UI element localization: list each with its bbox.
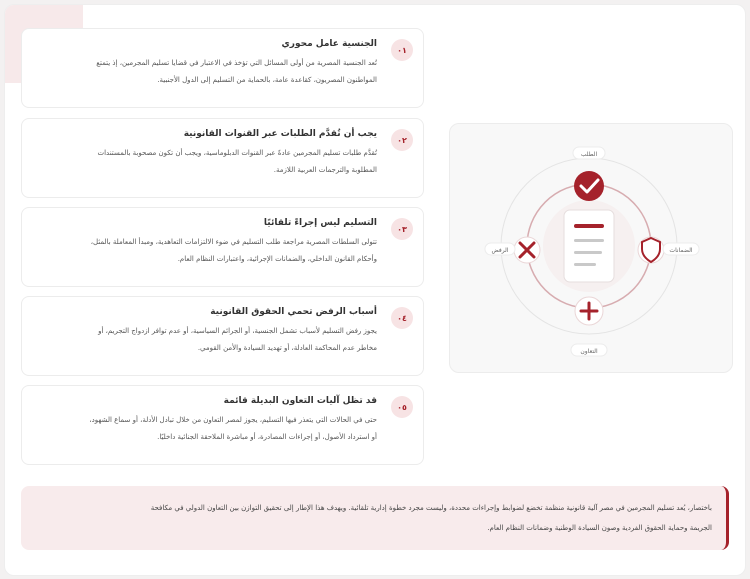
card-number: ٠٥ bbox=[391, 396, 413, 418]
card-text-line: تُقدَّم طلبات تسليم المجرمين عادةً عبر القنوات الدبلوماسية، ويجب أن تكون مصحوبة بالمستندات bbox=[97, 149, 377, 157]
card-title: التسليم ليس إجراءً تلقائيًا bbox=[263, 218, 377, 228]
card-text-line: المطلوبة والترجمات العربية اللازمة. bbox=[273, 166, 377, 174]
card-number: ٠١ bbox=[391, 39, 413, 61]
label-left bbox=[485, 243, 515, 255]
summary-box bbox=[21, 486, 729, 550]
card-title: أسباب الرفض تحمي الحقوق القانونية bbox=[210, 307, 377, 317]
card-title: يجب أن تُقدَّم الطلبات عبر القنوات القانونية bbox=[183, 129, 377, 139]
info-card-1 bbox=[21, 28, 424, 108]
info-card-3 bbox=[21, 207, 424, 287]
card-text-line: أو استرداد الأصول، أو إجراءات المصادرة، أو مباشرة الملاحقة الجنائية داخليًا. bbox=[157, 433, 377, 441]
process-diagram bbox=[449, 123, 733, 373]
label-right bbox=[663, 243, 699, 255]
process-diagram-svg bbox=[450, 124, 732, 372]
summary-line: باختصار، يُعد تسليم المجرمين في مصر آلية قانونية منظمة تخضع لضوابط وإجراءات محددة، وليست مجرد خطوة إدارية تلقائية. ويهدف هذا الإطار إلى تحقيق التوازن بين التعاون الدولي في مكافحة bbox=[150, 504, 712, 512]
card-text-line: حتى في الحالات التي يتعذر فيها التسليم، يجوز لمصر التعاون من خلال تبادل الأدلة، أو سماع الشهود، bbox=[89, 416, 377, 424]
svg-text:الضمانات: الضمانات bbox=[669, 247, 693, 254]
info-card-5 bbox=[21, 385, 424, 465]
svg-text:الرفض: الرفض bbox=[491, 247, 509, 254]
shield-icon bbox=[638, 237, 664, 263]
info-card-2 bbox=[21, 118, 424, 198]
card-text-line: تُعد الجنسية المصرية من أولى المسائل التي تؤخذ في الاعتبار في قضايا تسليم المجرمين، إذ يتمتع bbox=[96, 59, 377, 67]
card-number: ٠٢ bbox=[391, 129, 413, 151]
plus-icon bbox=[575, 297, 603, 325]
checkmark-icon bbox=[574, 171, 604, 201]
card-number: ٠٣ bbox=[391, 218, 413, 240]
card-text-line: مخاطر عدم المحاكمة العادلة، أو تهديد السيادة والأمن القومي. bbox=[197, 344, 377, 352]
label-bottom bbox=[571, 344, 607, 356]
reject-x-icon bbox=[514, 237, 540, 263]
card-title: قد تظل آليات التعاون البديلة قائمة bbox=[223, 396, 377, 406]
document-icon bbox=[564, 210, 614, 282]
info-card-4 bbox=[21, 296, 424, 376]
card-text-line: تتولى السلطات المصرية مراجعة طلب التسليم في ضوء الالتزامات التعاهدية، ومبدأ المعاملة بالمثل، bbox=[90, 238, 377, 246]
card-text-line: يجوز رفض التسليم لأسباب تشمل الجنسية، أو الجرائم السياسية، أو عدم توافر ازدواج التجريم، أو bbox=[98, 327, 377, 335]
card-text-line: وأحكام القانون الداخلي، والضمانات الإجرائية، واعتبارات النظام العام. bbox=[177, 255, 377, 263]
page-container bbox=[4, 4, 746, 576]
card-number: ٠٤ bbox=[391, 307, 413, 329]
card-title: الجنسية عامل محوري bbox=[281, 39, 377, 49]
svg-text:التعاون: التعاون bbox=[580, 348, 598, 355]
card-text-line: المواطنون المصريون، كقاعدة عامة، بالحماية من التسليم إلى الدول الأجنبية. bbox=[157, 76, 377, 84]
summary-line: الجريمة وحماية الحقوق الفردية وصون السيادة الوطنية وضمانات النظام العام. bbox=[487, 524, 712, 532]
label-top bbox=[573, 147, 605, 159]
svg-text:الطلب: الطلب bbox=[580, 151, 598, 158]
